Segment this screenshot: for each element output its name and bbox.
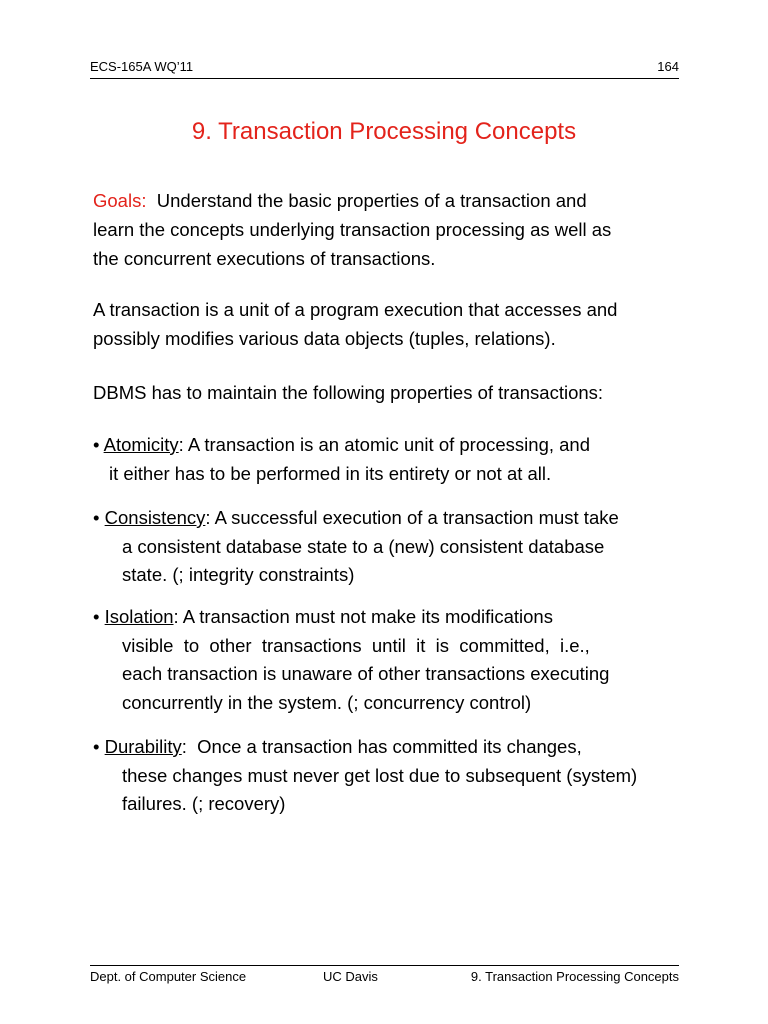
durability-first-line [93, 733, 693, 762]
page-title: 9. Transaction Processing Concepts [191, 118, 577, 145]
footer-divider [90, 965, 679, 966]
isolation-line-4: concurrently in the system. (; concurrency control) [122, 692, 532, 714]
footer-department: Dept. of Computer Science [90, 969, 247, 984]
header-divider [90, 78, 679, 79]
atomicity-first-text: : A transaction is an atomic unit of processing, and [178, 434, 591, 455]
property-isolation [93, 603, 693, 718]
definition-line-1: A transaction is a unit of a program execution that accesses and [93, 299, 618, 320]
durability-line-3: failures. (; recovery) [122, 793, 286, 815]
goals-paragraph [93, 186, 693, 273]
bullet-marker: • [93, 606, 100, 627]
definition-line-2: possibly modifies various data objects (tuples, relations). [93, 328, 556, 349]
isolation-first-text: : A transaction must not make its modifications [173, 606, 553, 627]
isolation-first-line [93, 603, 693, 632]
properties-intro [93, 378, 693, 407]
consistency-first-text: : A successful execution of a transaction must take [205, 507, 619, 528]
atomicity-first-line [93, 431, 693, 460]
atomicity-line-2: it either has to be performed in its entirety or not at all. [109, 462, 552, 484]
durability-line-2: these changes must never get lost due to subsequent (system) [122, 764, 638, 786]
goals-line-1 [93, 186, 693, 215]
bullet-marker: • [93, 434, 100, 455]
property-atomicity [93, 431, 693, 488]
durability-term: Durability [104, 736, 182, 757]
goals-label: Goals: [93, 190, 147, 211]
page-footer [90, 968, 679, 986]
course-code: ECS-165A WQ’11 [90, 59, 194, 74]
consistency-line-3: state. (; integrity constraints) [122, 564, 355, 586]
intro-line: DBMS has to maintain the following properties of transactions: [93, 382, 604, 403]
property-durability [93, 733, 693, 819]
isolation-line-3: each transaction is unaware of other transactions executing [122, 663, 610, 685]
goals-line-2: learn the concepts underlying transaction processing as well as [93, 219, 612, 240]
definition-paragraph [93, 295, 693, 353]
bullet-marker: • [93, 507, 100, 528]
footer-university: UC Davis [323, 969, 378, 984]
footer-chapter: 9. Transaction Processing Concepts [470, 969, 679, 984]
durability-first-text: : Once a transaction has committed its changes, [181, 736, 582, 757]
consistency-term: Consistency [104, 507, 206, 528]
isolation-line-2: visible to other transactions until it is committed, i.e., [122, 634, 590, 656]
page-header [90, 58, 679, 76]
property-consistency [93, 504, 693, 590]
bullet-marker: • [93, 736, 100, 757]
isolation-term: Isolation [104, 606, 174, 627]
goals-line-3: the concurrent executions of transactions. [93, 248, 436, 269]
page-number: 164 [657, 59, 679, 74]
consistency-first-line [93, 504, 693, 533]
consistency-line-2: a consistent database state to a (new) consistent database [122, 535, 605, 557]
atomicity-term: Atomicity [103, 434, 179, 455]
goals-text: Understand the basic properties of a transaction and [156, 190, 587, 211]
